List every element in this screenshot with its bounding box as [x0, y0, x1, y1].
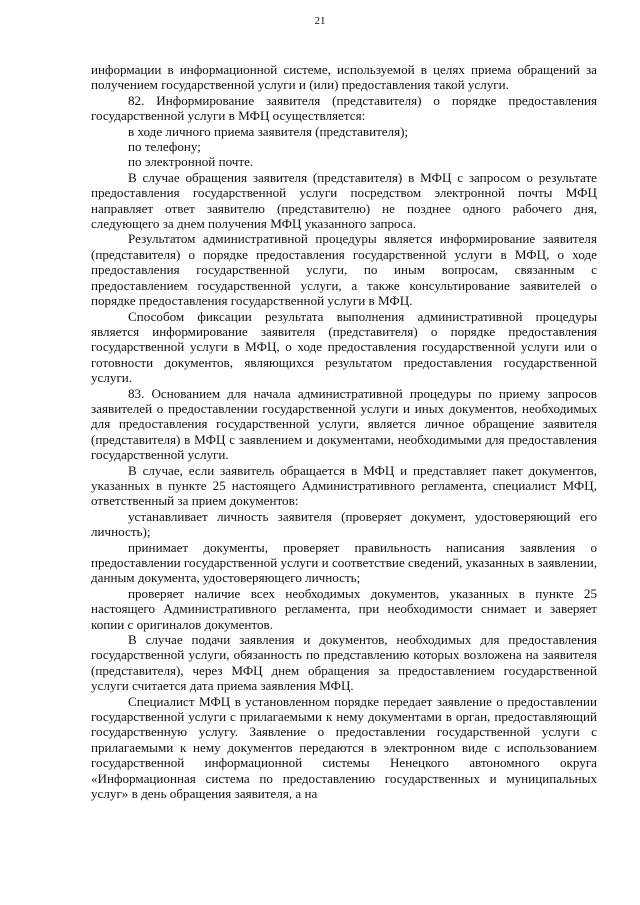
- document-body: [91, 62, 597, 802]
- paragraph: В случае подачи заявления и документов, необходимых для предоставления государственной услуги, обязанность по представлению которых возложена на заявителя (представителя), через МФЦ днем обращения за предоставлением государственной услуги считается дата приема заявления МФЦ.: [91, 632, 597, 694]
- paragraph: В случае, если заявитель обращается в МФЦ и представляет пакет документов, указанных в пункте 25 настоящего Административного регламента, специалист МФЦ, ответственный за прием документов:: [91, 462, 597, 509]
- paragraph: Способом фиксации результата выполнения административной процедуры является информирование заявителя (представителя) о порядке предоставления государственной услуги в МФЦ, о ходе предоставления государственной услуги или о готовности документов, являющихся результатом предоставления государственной услуги.: [91, 308, 597, 386]
- paragraph-list-item: принимает документы, проверяет правильность написания заявления о предоставлении государственной услуги и соответствие сведений, указанных в заявлении, данным документа, удостоверяющего личность;: [91, 539, 597, 586]
- paragraph-82-intro: 82. Информирование заявителя (представителя) о порядке предоставления государственной услуги в МФЦ осуществляется:: [91, 92, 597, 124]
- paragraph: Результатом административной процедуры является информирование заявителя (представителя) о порядке предоставления государственной услуги в МФЦ, о ходе предоставления государственной услуги, по иным вопросам, связанным с предоставлением государственной услуги, а также консультирование заявителей о порядке предоставления государственной услуги в МФЦ.: [91, 231, 597, 309]
- paragraph: Специалист МФЦ в установленном порядке передает заявление о предоставлении государственной услуги с прилагаемыми к нему документами в орган, предоставляющий государственную услугу. Заявление о предоставлении государственной услуги с прилагаемыми к нему документов передаются в электронном виде с использованием государственной информационной системы Ненецкого автономного округа «Информационная система по предоставлению государственных и муниципальных услуг» в день обращения заявителя, а на: [91, 693, 597, 802]
- paragraph-list-item: по телефону;: [128, 139, 201, 155]
- paragraph: В случае обращения заявителя (представителя) в МФЦ с запросом о результате предоставления государственной услуги посредством электронной почты МФЦ направляет ответ заявителю (представителю) не позднее одного рабочего дня, следующего за днем получения МФЦ указанного запроса.: [91, 169, 597, 232]
- paragraph-continuation: информации в информационной системе, используемой в целях приема обращений за получением государственной услуги и (или) предоставления такой услуги.: [91, 62, 597, 93]
- paragraph-list-item: по электронной почте.: [128, 154, 254, 170]
- paragraph-list-item: в ходе личного приема заявителя (представителя);: [128, 123, 409, 139]
- paragraph-list-item: устанавливает личность заявителя (проверяет документ, удостоверяющий его личность);: [91, 508, 597, 540]
- paragraph-83: 83. Основанием для начала административной процедуры по приему запросов заявителей о предоставлении государственной услуги и иных документов, необходимых для предоставления государственной услуги, является личное обращение заявителя (представителя) в МФЦ с заявлением и документами, необходимыми для предоставления государственной услуги.: [91, 385, 597, 463]
- paragraph-list-item: проверяет наличие всех необходимых документов, указанных в пункте 25 настоящего Административного регламента, при необходимости снимает и заверяет копии с оригиналов документов.: [91, 585, 597, 632]
- page-number: 21: [314, 15, 326, 27]
